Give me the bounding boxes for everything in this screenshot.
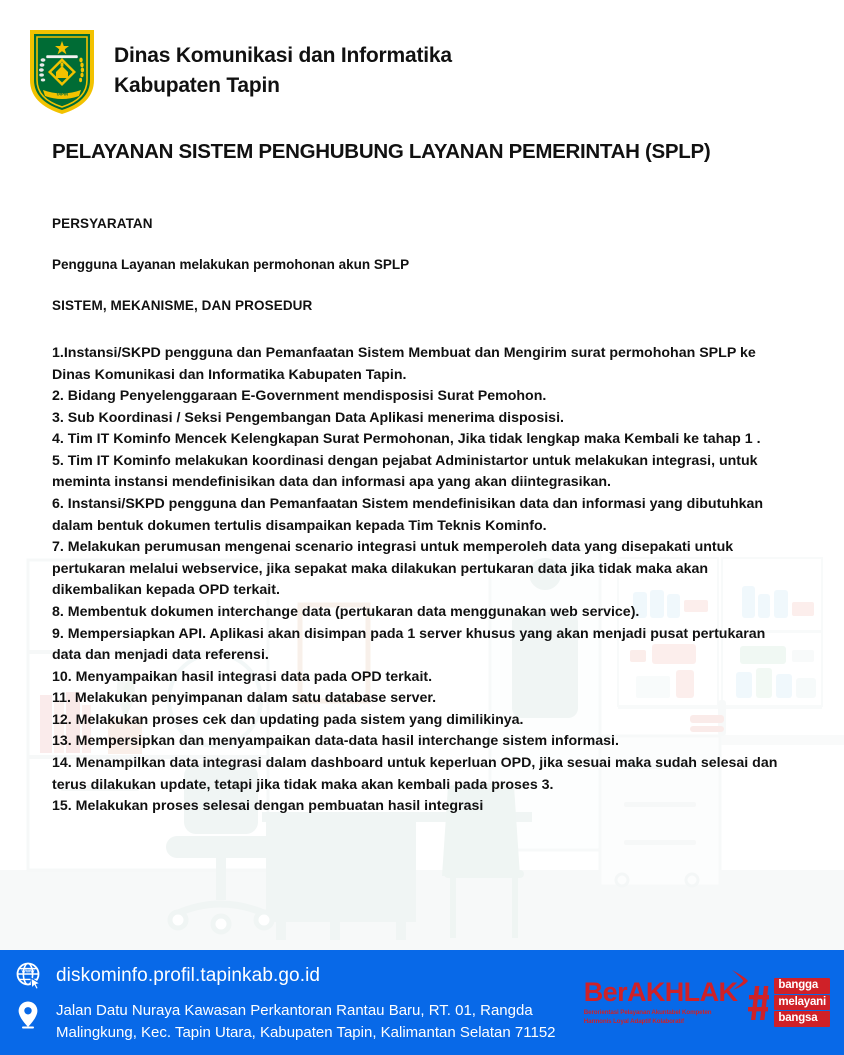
bangga-melayani-bangsa-logo [747, 978, 830, 1027]
globe-www-icon [14, 961, 44, 991]
organization-name [114, 41, 452, 102]
berakhlak-word-text: BerAKHLAK [583, 977, 738, 1008]
list-item: 1.Instansi/SKPD pengguna dan Pemanfaatan Sistem Membuat dan Mengirim surat permohohan SPLP ke Dinas Komunikasi dan Informatika Kabupaten Tapin. [52, 345, 756, 383]
procedure-heading: SISTEM, MEKANISME, DAN PROSEDUR [52, 298, 313, 313]
list-item: 4. Tim IT Kominfo Mencek Kelengkapan Surat Permohonan, Jika tidak lengkap maka Kembali ke tahap 1 . [52, 431, 761, 448]
footer-contact-info [0, 961, 584, 1045]
list-item: 2. Bidang Penyelenggaraan E-Government mendisposisi Surat Pemohon. [52, 388, 547, 405]
berakhlak-swoosh-icon [730, 969, 750, 991]
list-item: 15. Melakukan proses selesai dengan pembuatan hasil integrasi [52, 798, 484, 815]
requirements-heading: PERSYARATAN [52, 216, 153, 231]
document-header [26, 26, 452, 116]
hashtag-icon [747, 983, 771, 1023]
list-item: 14. Menampilkan data integrasi dalam dashboard untuk keperluan OPD, jika sesuai maka sudah selesai dan terus dilakukan update, tetapi jika tidak maka akan kembali pada proses 3. [52, 754, 778, 793]
footer-address-row [14, 1000, 584, 1045]
tagline-line-2: melayani [774, 995, 830, 1011]
list-item: 11. Melakukan penyimpanan dalam satu database server. [52, 690, 437, 707]
berakhlak-wordmark [584, 979, 738, 1006]
location-pin-icon [14, 1000, 44, 1030]
organization-line-1: Dinas Komunikasi dan Informatika [114, 43, 452, 67]
list-item: 6. Instansi/SKPD pengguna dan Pemanfaatan Sistem mendefinisikan data dan informasi yang dibutuhkan dalam bentuk dokumen tertulis disampaikan kepada Tim Teknis Kominfo. [52, 496, 764, 534]
list-item: 8. Membentuk dokumen interchange data (pertukaran data menggunakan web service). [52, 603, 640, 620]
berakhlak-logo [584, 979, 738, 1026]
page-title: PELAYANAN SISTEM PENGHUBUNG LAYANAN PEMERINTAH (SPLP) [52, 140, 711, 163]
tapin-regency-coat-of-arms-icon [26, 26, 98, 116]
list-item: 9. Mempersiapkan API. Aplikasi akan disimpan pada 1 server khusus yang akan menjadi pusat pertukaran data dan menjadi data referensi. [52, 625, 766, 664]
list-item: 12. Melakukan proses cek dan updating pada sistem yang dimilikinya. [52, 711, 524, 728]
svg-text:TAPIN: TAPIN [56, 91, 68, 97]
procedure-step-list [52, 343, 792, 818]
footer-website-row[interactable] [14, 961, 584, 991]
footer-branding [584, 978, 844, 1027]
footer-website-text: diskominfo.profil.tapinkab.go.id [56, 964, 321, 986]
list-item: 7. Melakukan perumusan mengenai scenario integrasi untuk memperoleh data yang disepakati untuk pertukaran melalui webservice, jika sepakat maka dilakukan pertukaran data jika tidak maka akan dikembalikan kepada OPD terkait. [52, 539, 734, 599]
list-item: 13. Mempersipkan dan menyampaikan data-data hasil interchange sistem informasi. [52, 733, 619, 750]
list-item: 10. Menyampaikan hasil integrasi data pada OPD terkait. [52, 668, 433, 685]
list-item: 5. Tim IT Kominfo melakukan koordinasi dengan pejabat Administartor untuk melakukan integrasi, untuk meminta instansi mendefinisikan data dan informasi apa yang akan diintegrasikan. [52, 452, 758, 491]
bangga-tagline [774, 978, 830, 1027]
svg-text:WWW: WWW [21, 968, 35, 974]
berakhlak-values-text: Berorientasi Pelayanan Akuntabel Kompeten Harmonis Loyal Adaptif Kolaboratif [583, 1009, 712, 1025]
footer-bar [0, 950, 844, 1055]
requirements-text: Pengguna Layanan melakukan permohonan akun SPLP [52, 257, 410, 272]
tagline-line-3: bangsa [774, 1011, 830, 1027]
tagline-line-1: bangga [774, 978, 830, 994]
list-item: 3. Sub Koordinasi / Seksi Pengembangan Data Aplikasi menerima disposisi. [52, 409, 564, 426]
organization-line-2: Kabupaten Tapin [114, 74, 280, 97]
footer-address-text: Jalan Datu Nuraya Kawasan Perkantoran Rantau Baru, RT. 01, Rangda Malingkung, Kec. Tapin Utara, Kabupaten Tapin, Kalimantan Selatan 71152 [56, 1001, 556, 1041]
document-body [52, 216, 792, 818]
